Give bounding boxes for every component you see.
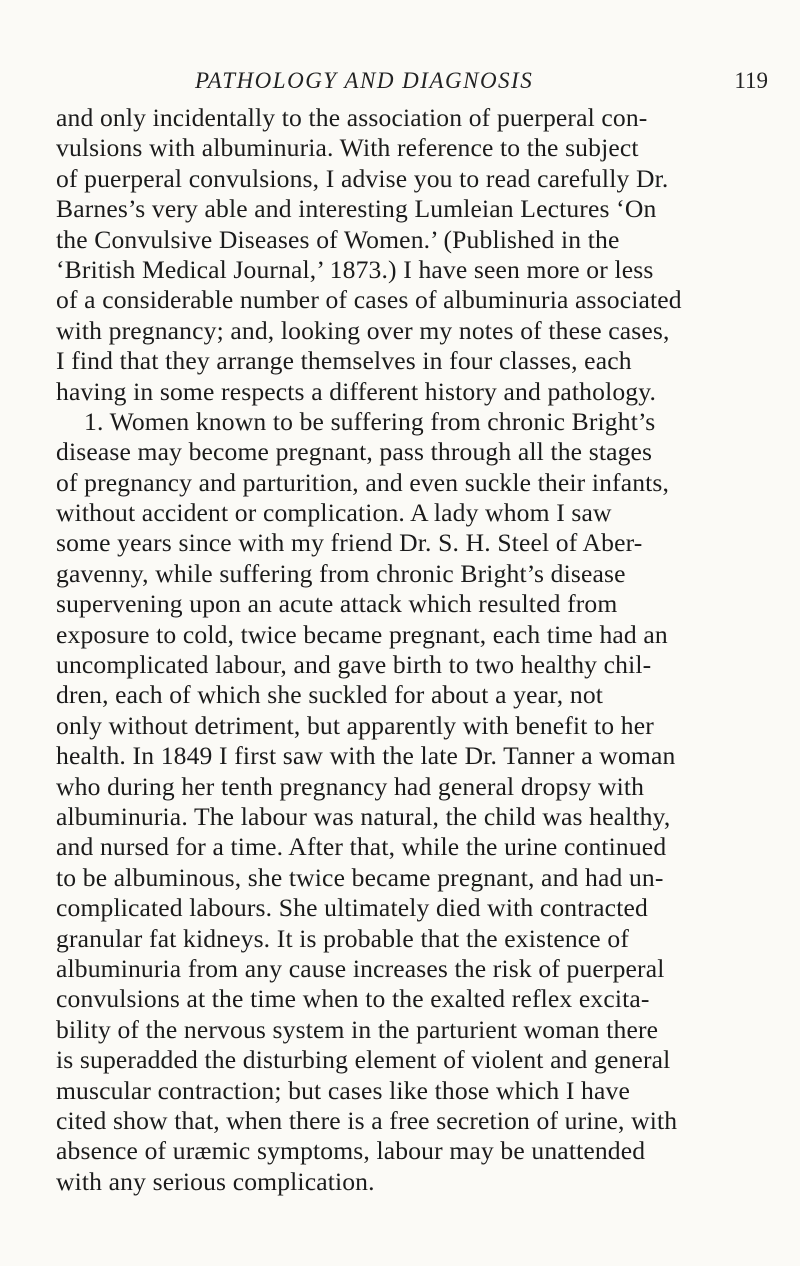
page-number: 119 — [734, 68, 768, 93]
text-line: to be albuminous, she twice became pregnant, and had un- — [56, 862, 664, 892]
text-line: gavenny, while suffering from chronic Bright’s disease — [56, 558, 626, 588]
text-line: without accident or complication. A lady whom I saw — [56, 498, 612, 528]
body-text — [56, 103, 769, 1197]
text-line: bility of the nervous system in the parturient woman there — [56, 1014, 659, 1044]
text-line: some years since with my friend Dr. S. H. Steel of Aber- — [56, 528, 643, 558]
text-line: of pregnancy and parturition, and even suckle their infants, — [56, 467, 670, 497]
text-line: with pregnancy; and, looking over my notes of these cases, — [56, 315, 670, 345]
text-line: 1. Women known to be suffering from chronic Bright’s — [84, 406, 656, 436]
text-line: albuminuria from any cause increases the risk of puerperal — [56, 953, 665, 983]
text-line: disease may become pregnant, pass through all the stages — [56, 437, 653, 467]
text-line: health. In 1849 I first saw with the late Dr. Tanner a woman — [56, 741, 676, 771]
text-line: dren, each of which she suckled for about a year, not — [56, 680, 604, 710]
text-line: granular fat kidneys. It is probable that the existence of — [56, 923, 629, 953]
text-line: cited show that, when there is a free secretion of urine, with — [56, 1105, 678, 1135]
text-line: supervening upon an acute attack which resulted from — [56, 589, 618, 619]
page-header — [100, 68, 768, 98]
text-line: muscular contraction; but cases like those which I have — [56, 1075, 630, 1105]
text-line: who during her tenth pregnancy had general dropsy with — [56, 771, 645, 801]
text-line: and only incidentally to the association of puerperal con- — [56, 103, 648, 132]
text-line: convulsions at the time when to the exalted reflex excita- — [56, 984, 650, 1014]
text-line: I find that they arrange themselves in four classes, each — [56, 346, 632, 376]
text-line: albuminuria. The labour was natural, the child was healthy, — [56, 801, 671, 831]
text-line: complicated labours. She ultimately died with contracted — [56, 893, 648, 923]
text-line: and nursed for a time. After that, while the urine continued — [56, 832, 667, 862]
text-line: Barnes’s very able and interesting Lumleian Lectures ‘On — [56, 194, 657, 224]
running-head: PATHOLOGY AND DIAGNOSIS — [195, 68, 534, 93]
text-line: having in some respects a different history and pathology. — [56, 376, 657, 406]
text-line: absence of uræmic symptoms, labour may be unattended — [56, 1136, 646, 1166]
text-line: uncomplicated labour, and gave birth to two healthy chil- — [56, 650, 652, 680]
text-line: ‘British Medical Journal,’ 1873.) I have seen more or less — [56, 254, 654, 284]
text-line: with any serious complication. — [56, 1166, 375, 1196]
text-line: exposure to cold, twice became pregnant, each time had an — [56, 619, 668, 649]
text-line: of puerperal convulsions, I advise you to read carefully Dr. — [56, 163, 669, 193]
text-line: vulsions with albuminuria. With reference to the subject — [56, 133, 639, 163]
text-line: is superadded the disturbing element of violent and general — [56, 1045, 671, 1075]
text-line: the Convulsive Diseases of Women.’ (Published in the — [56, 224, 620, 254]
text-line: only without detriment, but apparently with benefit to her — [56, 710, 654, 740]
text-line: of a considerable number of cases of albuminuria associated — [56, 285, 682, 315]
